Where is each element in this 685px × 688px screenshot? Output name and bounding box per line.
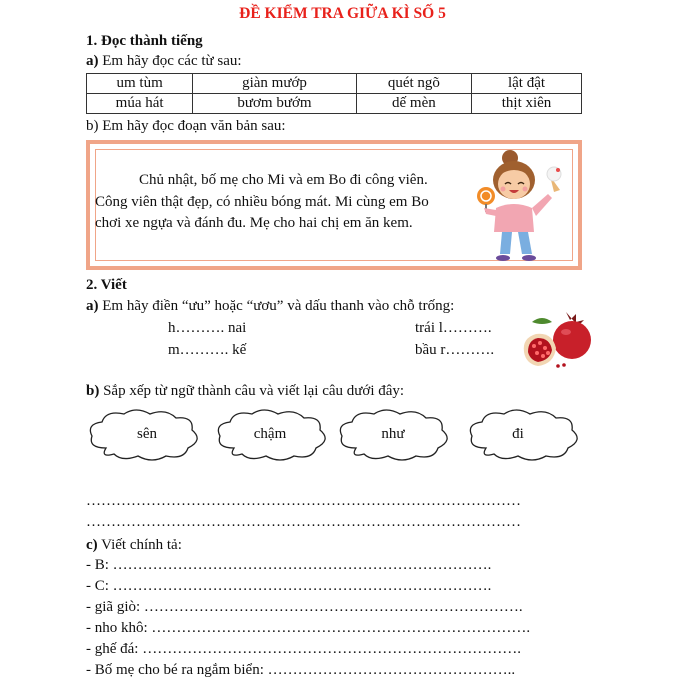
table-row xyxy=(87,74,582,94)
dictation-item: - nho khô: …………………………………………………………………. xyxy=(86,620,531,636)
table-cell: bươm bướm xyxy=(193,94,356,114)
fill-item: trái l………. xyxy=(415,320,492,336)
table-cell: lật đật xyxy=(472,74,582,94)
section-2-heading: 2. Viết xyxy=(86,277,127,293)
table-cell: múa hát xyxy=(87,94,193,114)
dictation-item: - Bố mẹ cho bé ra ngắm biển: ………………………………………….. xyxy=(86,662,516,678)
table-cell: um tùm xyxy=(87,74,193,94)
section-1b-instruction: b) Em hãy đọc đoạn văn bản sau: xyxy=(86,118,286,134)
pomegranate-illustration xyxy=(518,308,594,370)
table-cell: dế mèn xyxy=(356,94,471,114)
dictation-item: - ghế đá: …………………………………………………………………. xyxy=(86,641,521,657)
dictation-item: - B: …………………………………………………………………. xyxy=(86,557,492,573)
section-2c-instruction: c) Viết chính tả: xyxy=(86,537,182,553)
section-2b-instruction: b) Sắp xếp từ ngữ thành câu và viết lại câu dưới đây: xyxy=(86,383,405,399)
dictation-item: - giã giò: …………………………………………………………………. xyxy=(86,599,523,615)
fill-item: h………. nai xyxy=(168,320,247,336)
table-cell: quét ngõ xyxy=(356,74,471,94)
passage-line: Chủ nhật, bố mẹ cho Mi và em Bo đi công viên. xyxy=(139,172,428,188)
girl-with-ice-cream-illustration xyxy=(474,150,576,265)
passage-line: Công viên thật đẹp, có nhiều bóng mát. Mi cùng em Bo xyxy=(95,193,429,210)
fill-item: m………. kế xyxy=(168,342,247,358)
table-cell: giàn mướp xyxy=(193,74,356,94)
passage-line: chơi xe ngựa và đánh đu. Mẹ cho hai chị em ăn kem. xyxy=(95,215,413,231)
fill-item: bầu r………. xyxy=(415,342,495,358)
word-table xyxy=(86,73,582,114)
table-row xyxy=(87,94,582,114)
page-title: ĐỀ KIỂM TRA GIỮA KÌ SỐ 5 xyxy=(239,5,446,22)
answer-line: …………………………………………………………………………… xyxy=(86,493,521,509)
cloud-word: chậm xyxy=(253,426,287,442)
answer-line: …………………………………………………………………………… xyxy=(86,514,521,530)
cloud-word: như xyxy=(381,426,405,442)
reading-passage xyxy=(95,170,467,235)
cloud-word: sên xyxy=(137,426,157,442)
section-1a-instruction: a) Em hãy đọc các từ sau: xyxy=(86,53,242,69)
table-cell: thịt xiên xyxy=(472,94,582,114)
section-2a-instruction: a) Em hãy điền “ưu” hoặc “ươu” và dấu thanh vào chỗ trống: xyxy=(86,298,455,314)
dictation-item: - C: …………………………………………………………………. xyxy=(86,578,492,594)
section-1-heading: 1. Đọc thành tiếng xyxy=(86,33,203,49)
cloud-word: đi xyxy=(512,426,524,442)
